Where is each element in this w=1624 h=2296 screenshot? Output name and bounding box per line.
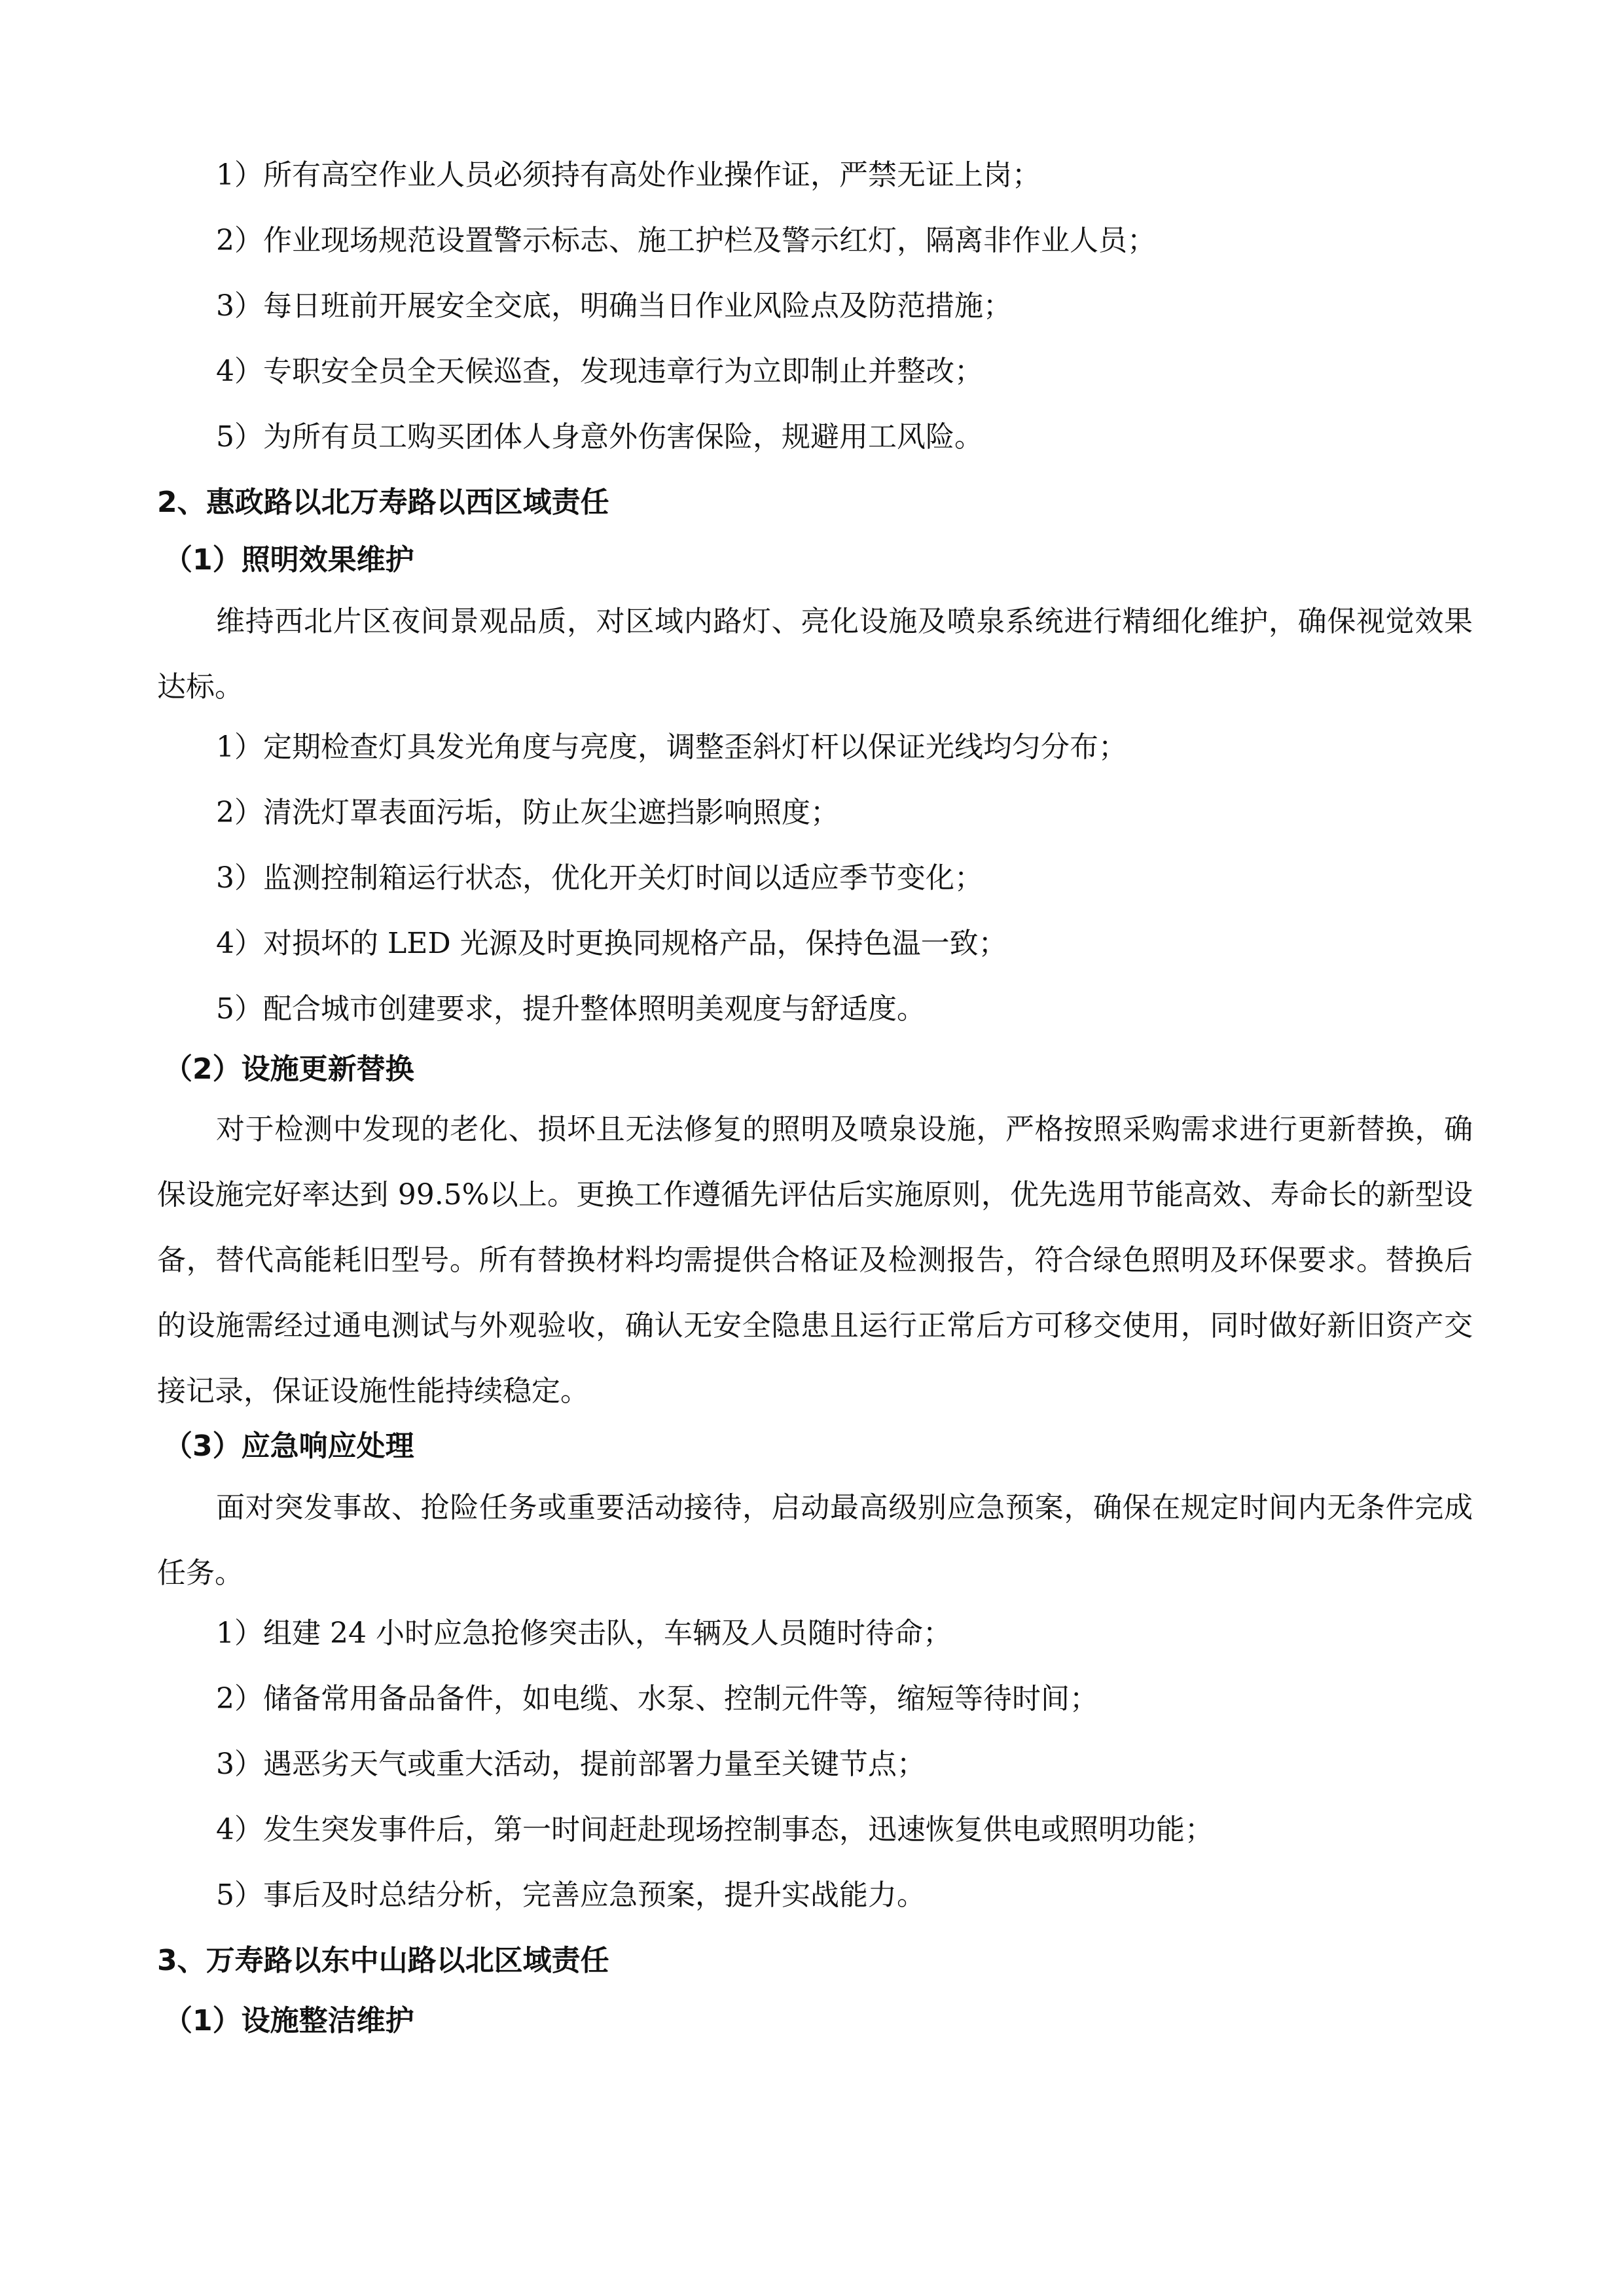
subsection-heading: （1）设施整洁维护 bbox=[164, 2004, 414, 2037]
section-heading: 2、惠政路以北万寿路以西区域责任 bbox=[157, 486, 609, 519]
list-item: 2）作业现场规范设置警示标志、施工护栏及警示红灯，隔离非作业人员； bbox=[216, 224, 1156, 257]
paragraph: 对于检测中发现的老化、损坏且无法修复的照明及喷泉设施，严格按照采购需求进行更新替换，确保设施完好率达到 99.5%以上。更换工作遵循先评估后实施原则，优先选用节能高效、寿命长的新型设备，替代高能耗旧型号。所有替换材料均需提供合格证及检测报告，符合绿色照明及环保要求。替换后的设施需经过通电测试与外观验收，确认无安全隐患且运行正常后方可移交使用，同时做好新旧资产交接记录，保证设施性能持续稳定。 bbox=[157, 1113, 1473, 1408]
list-item: 2）储备常用备品备件，如电缆、水泵、控制元件等，缩短等待时间； bbox=[216, 1682, 1098, 1715]
subsection-heading: （1）照明效果维护 bbox=[164, 543, 414, 577]
list-item: 4）专职安全员全天候巡查，发现违章行为立即制止并整改； bbox=[216, 355, 983, 388]
list-item: 1）所有高空作业人员必须持有高处作业操作证，严禁无证上岗； bbox=[216, 158, 1041, 192]
section-heading: 3、万寿路以东中山路以北区域责任 bbox=[157, 1944, 609, 1977]
list-item: 3）监测控制箱运行状态，优化开关灯时间以适应季节变化； bbox=[216, 861, 983, 895]
list-item: 4）发生突发事件后，第一时间赶赴现场控制事态，迅速恢复供电或照明功能； bbox=[216, 1813, 1214, 1846]
list-item: 1）定期检查灯具发光角度与亮度，调整歪斜灯杆以保证光线均匀分布； bbox=[216, 730, 1127, 764]
list-item: 5）事后及时总结分析，完善应急预案，提升实战能力。 bbox=[216, 1878, 926, 1912]
list-item: 4）对损坏的 LED 光源及时更换同规格产品，保持色温一致； bbox=[216, 927, 1007, 960]
list-item: 3）遇恶劣天气或重大活动，提前部署力量至关键节点； bbox=[216, 1748, 926, 1781]
list-item: 5）配合城市创建要求，提升整体照明美观度与舒适度。 bbox=[216, 992, 926, 1026]
list-item: 3）每日班前开展安全交底，明确当日作业风险点及防范措施； bbox=[216, 289, 1012, 323]
paragraph: 维持西北片区夜间景观品质，对区域内路灯、亮化设施及喷泉系统进行精细化维护，确保视觉效果达标。 bbox=[157, 605, 1473, 704]
list-item: 5）为所有员工购买团体人身意外伤害保险，规避用工风险。 bbox=[216, 420, 983, 454]
list-item: 1）组建 24 小时应急抢修突击队，车辆及人员随时待命； bbox=[216, 1617, 952, 1650]
list-item: 2）清洗灯罩表面污垢，防止灰尘遮挡影响照度； bbox=[216, 796, 839, 829]
subsection-heading: （3）应急响应处理 bbox=[164, 1429, 414, 1463]
subsection-heading: （2）设施更新替换 bbox=[164, 1052, 414, 1086]
paragraph: 面对突发事故、抢险任务或重要活动接待，启动最高级别应急预案，确保在规定时间内无条件完成任务。 bbox=[157, 1491, 1473, 1590]
